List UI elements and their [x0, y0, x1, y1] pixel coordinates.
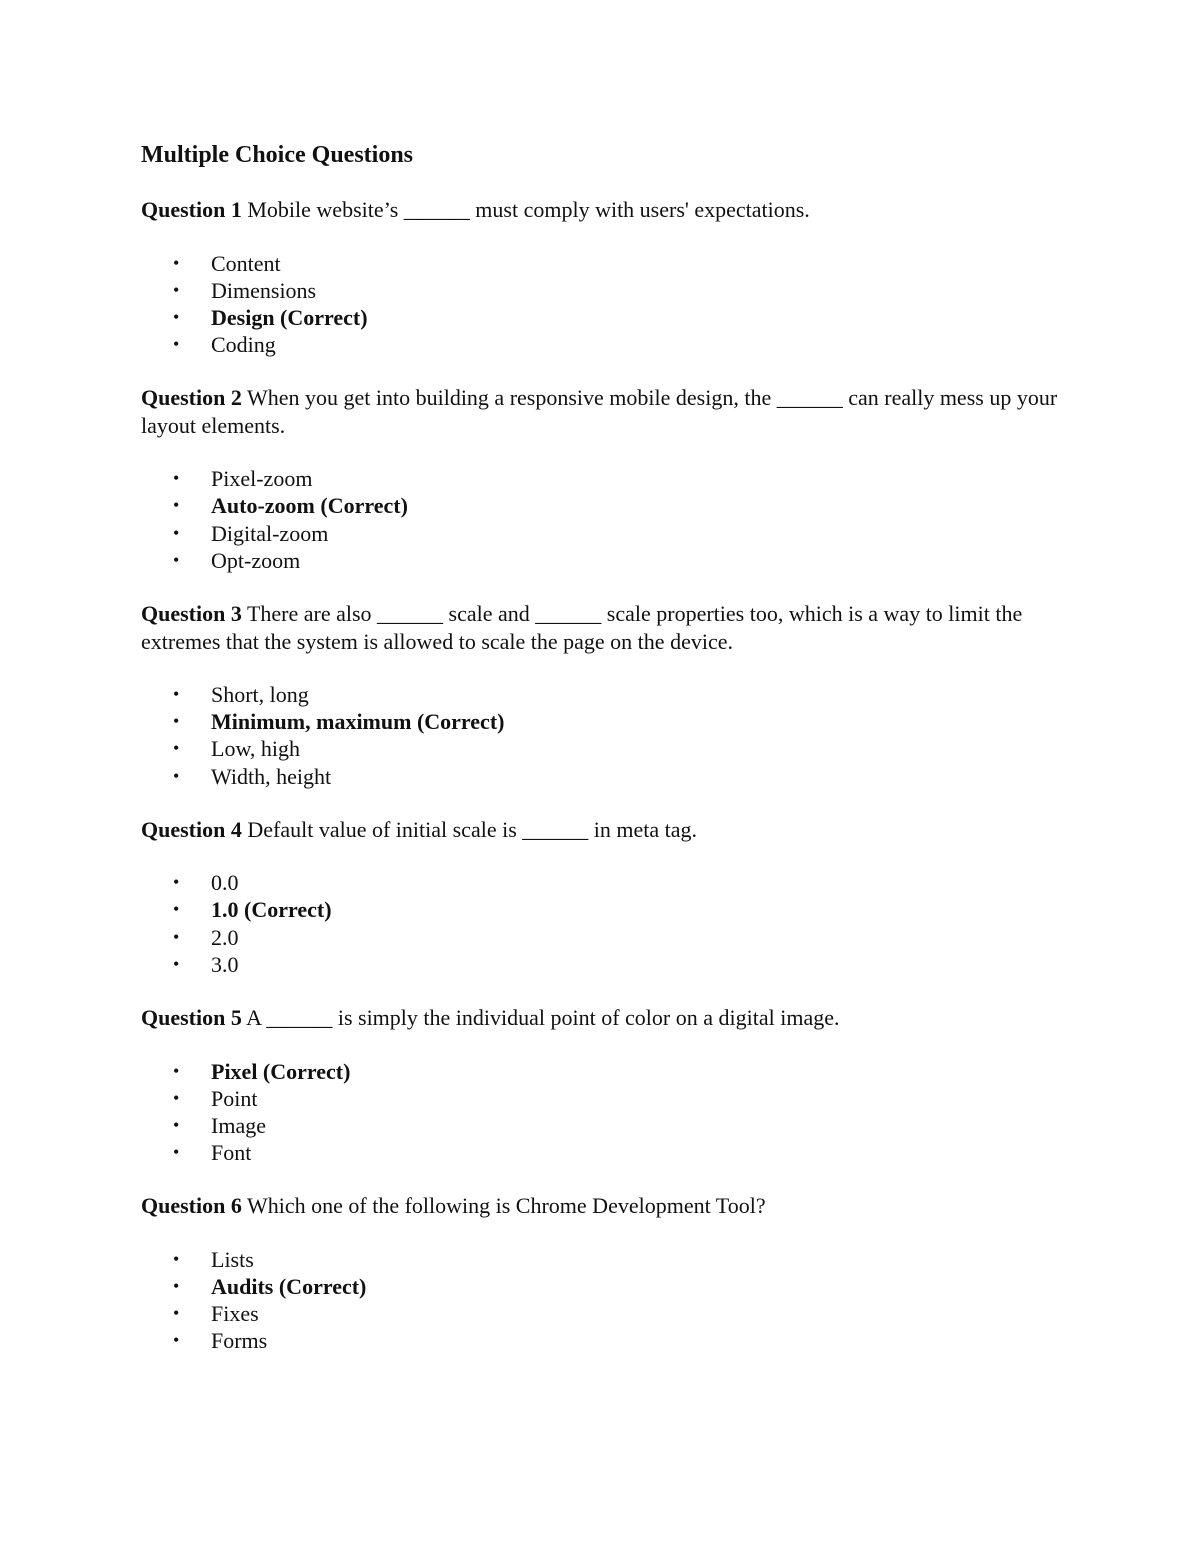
option-label: Coding — [211, 332, 276, 358]
option-label: Fixes — [211, 1301, 259, 1327]
option-label: Audits (Correct) — [211, 1273, 367, 1299]
option-item — [141, 1273, 1061, 1300]
option-item — [141, 869, 1061, 896]
bullet-icon: • — [173, 279, 180, 300]
option-item — [141, 250, 1061, 277]
option-item — [141, 681, 1061, 708]
option-label: 0.0 — [211, 870, 239, 896]
document-page — [141, 140, 1061, 1381]
option-list — [141, 465, 1061, 574]
question-body: Default value of initial scale is ______ in meta tag. — [247, 816, 698, 842]
bullet-icon: • — [173, 1060, 180, 1081]
bullet-icon: • — [173, 899, 180, 920]
option-item — [141, 1327, 1061, 1354]
option-item — [141, 277, 1061, 304]
option-label: Lists — [211, 1246, 254, 1272]
bullet-icon: • — [173, 522, 180, 543]
question-text — [141, 1192, 1061, 1220]
option-label: Font — [211, 1140, 252, 1166]
bullet-icon: • — [173, 549, 180, 570]
option-label: Pixel (Correct) — [211, 1058, 351, 1084]
question-body: There are also ______ scale and ______ scale properties too, which is a way to limit the extremes that the system is allowed to scale the page on the device. — [141, 601, 1023, 654]
option-label: Width, height — [211, 763, 332, 789]
option-label: Point — [211, 1085, 258, 1111]
question-3 — [141, 600, 1061, 790]
option-list — [141, 869, 1061, 978]
bullet-icon: • — [173, 1248, 180, 1269]
question-4 — [141, 816, 1061, 978]
bullet-icon: • — [173, 1087, 180, 1108]
option-label: 1.0 (Correct) — [211, 897, 332, 923]
question-text — [141, 196, 1061, 224]
option-label: Short, long — [211, 682, 309, 707]
option-item — [141, 763, 1061, 790]
question-6 — [141, 1192, 1061, 1354]
option-item — [141, 896, 1061, 923]
bullet-icon: • — [173, 872, 180, 893]
option-label: Low, high — [211, 736, 301, 762]
question-label: Question 1 — [141, 197, 242, 222]
option-label: 3.0 — [211, 951, 239, 977]
option-label: Minimum, maximum (Correct) — [211, 709, 505, 735]
option-label: Auto-zoom (Correct) — [211, 493, 408, 519]
option-label: Digital-zoom — [211, 520, 329, 546]
option-item — [141, 1085, 1061, 1112]
bullet-icon: • — [173, 711, 180, 732]
option-item — [141, 492, 1061, 519]
option-item — [141, 520, 1061, 547]
question-2 — [141, 384, 1061, 574]
bullet-icon: • — [173, 953, 180, 974]
page-title: Multiple Choice Questions — [141, 142, 414, 168]
question-body: Mobile website’s ______ must comply with users' expectations. — [247, 197, 810, 222]
option-item — [141, 735, 1061, 762]
option-item — [141, 331, 1061, 358]
option-label: Dimensions — [211, 277, 317, 303]
bullet-icon: • — [173, 334, 180, 355]
question-text — [141, 1004, 1061, 1032]
option-list — [141, 1058, 1061, 1167]
option-item — [141, 304, 1061, 331]
option-item — [141, 951, 1061, 978]
option-label: 2.0 — [211, 924, 239, 950]
option-item — [141, 924, 1061, 951]
option-item — [141, 1058, 1061, 1085]
option-label: Forms — [211, 1328, 268, 1354]
option-list — [141, 681, 1061, 790]
option-item — [141, 547, 1061, 574]
bullet-icon: • — [173, 495, 180, 516]
question-body: Which one of the following is Chrome Development Tool? — [246, 1193, 766, 1219]
question-text — [141, 600, 1061, 655]
option-item — [141, 1246, 1061, 1273]
option-item — [141, 1112, 1061, 1139]
bullet-icon: • — [173, 252, 180, 273]
bullet-icon: • — [173, 1114, 180, 1135]
option-label: Design (Correct) — [211, 304, 368, 330]
bullet-icon: • — [173, 1275, 180, 1296]
option-label: Pixel-zoom — [211, 466, 313, 492]
bullet-icon: • — [173, 684, 180, 704]
bullet-icon: • — [173, 738, 180, 759]
question-1 — [141, 196, 1061, 358]
option-list — [141, 250, 1061, 359]
bullet-icon: • — [173, 1303, 180, 1324]
option-label: Opt-zoom — [211, 547, 301, 573]
bullet-icon: • — [173, 468, 180, 489]
option-label: Image — [211, 1112, 266, 1138]
question-label: Question 2 — [141, 385, 242, 411]
option-item — [141, 1139, 1061, 1166]
bullet-icon: • — [173, 1142, 180, 1163]
question-label: Question 3 — [141, 601, 242, 626]
option-list — [141, 1246, 1061, 1355]
question-label: Question 4 — [141, 816, 242, 842]
bullet-icon: • — [173, 765, 180, 786]
question-body: When you get into building a responsive mobile design, the ______ can really mess up your layout elements. — [141, 385, 1058, 438]
option-item — [141, 708, 1061, 735]
question-text — [141, 384, 1061, 439]
question-5 — [141, 1004, 1061, 1166]
option-label: Content — [211, 250, 281, 276]
option-item — [141, 465, 1061, 492]
bullet-icon: • — [173, 926, 180, 947]
question-body: A ______ is simply the individual point of color on a digital image. — [246, 1005, 840, 1030]
question-text — [141, 816, 1061, 844]
bullet-icon: • — [173, 306, 180, 327]
bullet-icon: • — [173, 1330, 180, 1351]
question-label: Question 5 — [141, 1005, 242, 1030]
question-label: Question 6 — [141, 1193, 242, 1219]
option-item — [141, 1300, 1061, 1327]
